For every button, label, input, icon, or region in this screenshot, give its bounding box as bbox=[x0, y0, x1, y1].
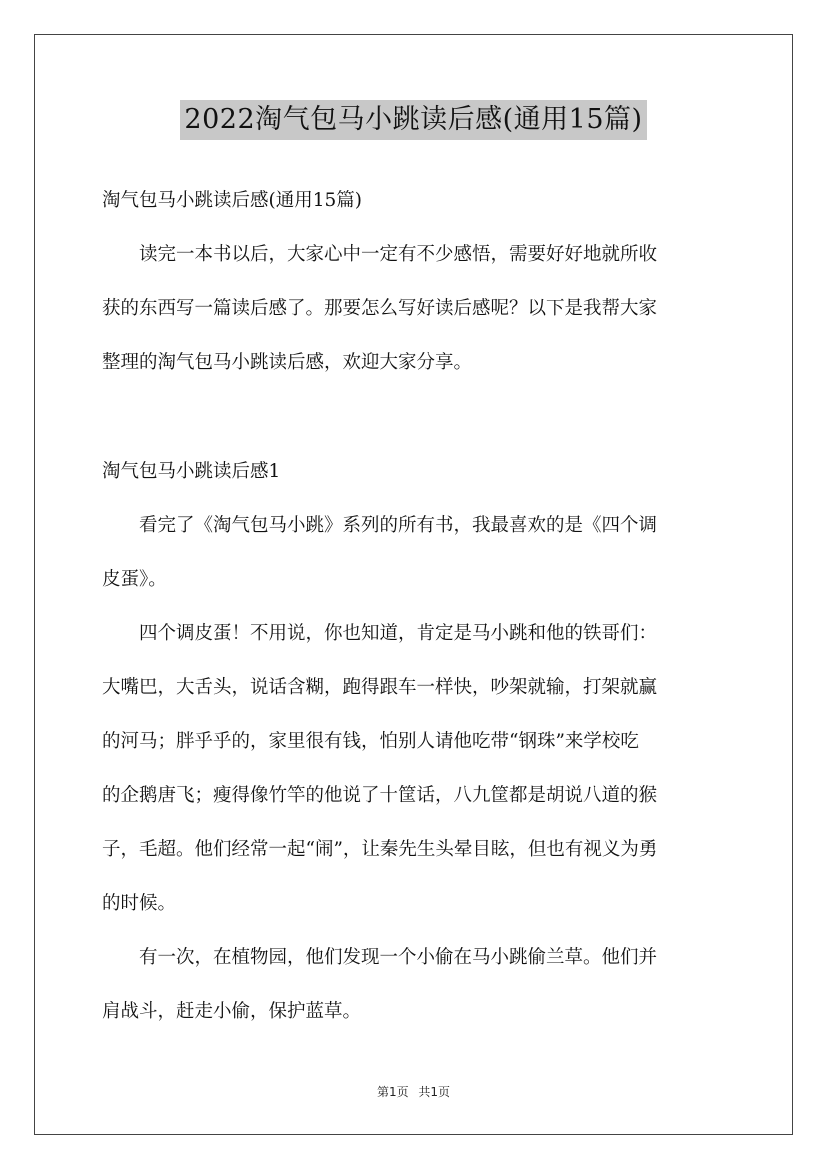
paragraph-line: 的时候。 bbox=[102, 893, 177, 914]
paragraph-line: 四个调皮蛋！不用说，你也知道，肯定是马小跳和他的铁哥们： bbox=[139, 623, 658, 644]
paragraph-line: 看完了《淘气包马小跳》系列的所有书，我最喜欢的是《四个调 bbox=[139, 515, 658, 536]
section-heading: 淘气包马小跳读后感1 bbox=[102, 461, 281, 482]
paragraph-line: 子，毛超。他们经常一起“闹”，让秦先生头晕目眩，但也有视义为勇 bbox=[102, 839, 658, 860]
paragraph-line: 有一次，在植物园，他们发现一个小偷在马小跳偷兰草。他们并 bbox=[139, 947, 658, 968]
page-total: 共1页 bbox=[418, 1085, 451, 1099]
document-body bbox=[102, 174, 732, 1039]
intro-line: 获的东西写一篇读后感了。那要怎么写好读后感呢？以下是我帮大家 bbox=[102, 298, 658, 319]
document-title: 2022淘气包马小跳读后感(通用15篇) bbox=[180, 100, 646, 140]
section-gap bbox=[102, 390, 732, 445]
page-footer bbox=[0, 1083, 827, 1100]
body-paragraph bbox=[102, 607, 732, 931]
paragraph-line: 的企鹅唐飞；瘦得像竹竿的他说了十筐话，八九筐都是胡说八道的猴 bbox=[102, 785, 658, 806]
intro-line: 读完一本书以后，大家心中一定有不少感悟，需要好好地就所收 bbox=[139, 244, 658, 265]
body-paragraph bbox=[102, 931, 732, 1039]
body-paragraph bbox=[102, 499, 732, 607]
intro-paragraph bbox=[102, 228, 732, 390]
paragraph-line: 肩战斗，赶走小偷，保护蓝草。 bbox=[102, 1001, 362, 1022]
intro-line: 整理的淘气包马小跳读后感，欢迎大家分享。 bbox=[102, 352, 473, 373]
paragraph-line: 皮蛋》。 bbox=[102, 569, 167, 590]
paragraph-line: 的河马；胖乎乎的，家里很有钱，怕别人请他吃带“钢珠”来学校吃 bbox=[102, 731, 639, 752]
title-container bbox=[0, 100, 827, 140]
page-number: 第1页 bbox=[376, 1085, 409, 1099]
paragraph-line: 大嘴巴，大舌头，说话含糊，跑得跟车一样快，吵架就输，打架就赢 bbox=[102, 677, 658, 698]
document-subtitle: 淘气包马小跳读后感(通用15篇) bbox=[102, 190, 362, 211]
